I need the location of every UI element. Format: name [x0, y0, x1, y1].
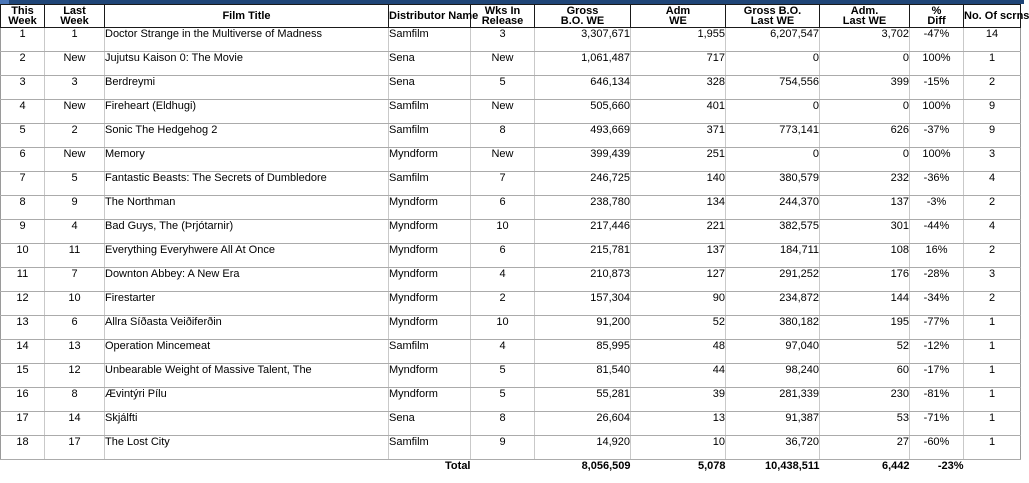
cell-no-of-scrns: 1 [964, 340, 1021, 364]
cell-adm-we: 48 [631, 340, 726, 364]
cell-adm-last-we: 137 [820, 196, 910, 220]
cell-adm-last-we: 232 [820, 172, 910, 196]
cell-film-title: The Lost City [105, 436, 389, 460]
cell-no-of-scrns: 1 [964, 412, 1021, 436]
cell-gross-bo-last-we: 0 [726, 52, 820, 76]
total-row [1, 460, 1021, 481]
cell-last-week: 11 [45, 244, 105, 268]
cell-this-week: 5 [1, 124, 45, 148]
table-row [1, 76, 1021, 100]
cell-gross-bo-last-we: 773,141 [726, 124, 820, 148]
cell-distributor-name: Samfilm [389, 340, 471, 364]
cell-adm-last-we: 144 [820, 292, 910, 316]
cell-this-week: 9 [1, 220, 45, 244]
cell-pct-diff: -15% [910, 76, 964, 100]
cell-last-week: 14 [45, 412, 105, 436]
cell-no-of-scrns: 2 [964, 76, 1021, 100]
cell-no-of-scrns: 4 [964, 220, 1021, 244]
cell-wks-in-release: 6 [471, 244, 535, 268]
column-header-film-title [105, 5, 389, 28]
table-row [1, 244, 1021, 268]
cell-distributor-name: Myndform [389, 244, 471, 268]
cell-distributor-name: Myndform [389, 388, 471, 412]
cell-film-title: Sonic The Hedgehog 2 [105, 124, 389, 148]
cell-pct-diff: 100% [910, 100, 964, 124]
cell-wks-in-release: 5 [471, 388, 535, 412]
cell-pct-diff: -81% [910, 388, 964, 412]
cell-this-week: 18 [1, 436, 45, 460]
cell-pct-diff: -12% [910, 340, 964, 364]
cell-no-of-scrns: 2 [964, 292, 1021, 316]
cell-adm-last-we: 27 [820, 436, 910, 460]
cell-film-title: Allra Síðasta Veiðiferðin [105, 316, 389, 340]
column-header-line: Distributor Name [389, 10, 479, 22]
box-office-table [0, 4, 1029, 480]
cell-last-week: 6 [45, 316, 105, 340]
column-header-line: % [931, 5, 942, 17]
cell-no-of-scrns: 2 [964, 244, 1021, 268]
table-row [1, 316, 1021, 340]
cell-adm-last-we: 0 [820, 52, 910, 76]
cell-film-title: Fireheart (Eldhugi) [105, 100, 389, 124]
cell-pct-diff: -60% [910, 436, 964, 460]
cell-gross-bo-we: 646,134 [535, 76, 631, 100]
cell-this-week: 6 [1, 148, 45, 172]
column-header-line: Gross [566, 5, 599, 17]
cell-adm-we: 44 [631, 364, 726, 388]
cell-gross-bo-we: 14,920 [535, 436, 631, 460]
cell-this-week: 7 [1, 172, 45, 196]
cell-adm-last-we: 399 [820, 76, 910, 100]
cell-distributor-name: Samfilm [389, 124, 471, 148]
cell-pct-diff: -17% [910, 364, 964, 388]
cell-gross-bo-we: 157,304 [535, 292, 631, 316]
cell-adm-last-we: 626 [820, 124, 910, 148]
cell-distributor-name: Samfilm [389, 100, 471, 124]
cell-wks-in-release: New [471, 148, 535, 172]
cell-pct-diff: 100% [910, 52, 964, 76]
column-header-gross-bo-we [535, 5, 631, 28]
cell-distributor-name: Myndform [389, 316, 471, 340]
cell-last-week: 8 [45, 388, 105, 412]
total-spacer [1, 460, 45, 481]
cell-distributor-name: Myndform [389, 292, 471, 316]
cell-gross-bo-we: 3,307,671 [535, 28, 631, 52]
cell-adm-we: 52 [631, 316, 726, 340]
cell-gross-bo-we: 85,995 [535, 340, 631, 364]
cell-distributor-name: Samfilm [389, 436, 471, 460]
cell-this-week: 8 [1, 196, 45, 220]
cell-gross-bo-we: 493,669 [535, 124, 631, 148]
column-header-this-week [1, 5, 45, 28]
cell-gross-bo-last-we: 184,711 [726, 244, 820, 268]
column-header-line: WE [669, 15, 687, 27]
cell-this-week: 4 [1, 100, 45, 124]
cell-distributor-name: Sena [389, 52, 471, 76]
column-header-line: Gross B.O. [743, 5, 802, 17]
column-header-line: Last WE [842, 15, 887, 27]
table-row [1, 292, 1021, 316]
column-header-line: Week [60, 15, 89, 27]
column-header-pct-diff [910, 5, 964, 28]
cell-this-week: 11 [1, 268, 45, 292]
cell-last-week: 13 [45, 340, 105, 364]
table-row [1, 364, 1021, 388]
cell-distributor-name: Sena [389, 412, 471, 436]
cell-gross-bo-we: 505,660 [535, 100, 631, 124]
table-row [1, 268, 1021, 292]
cell-no-of-scrns: 3 [964, 268, 1021, 292]
cell-pct-diff: -47% [910, 28, 964, 52]
cell-film-title: Firestarter [105, 292, 389, 316]
cell-gross-bo-last-we: 291,252 [726, 268, 820, 292]
total-adm-we: 5,078 [697, 460, 726, 472]
cell-wks-in-release: 7 [471, 172, 535, 196]
cell-pct-diff: -77% [910, 316, 964, 340]
cell-film-title: Skjálfti [105, 412, 389, 436]
cell-gross-bo-last-we: 36,720 [726, 436, 820, 460]
column-header-line: Wks In [484, 5, 521, 17]
cell-distributor-name: Samfilm [389, 172, 471, 196]
cell-wks-in-release: 5 [471, 364, 535, 388]
cell-adm-we: 140 [631, 172, 726, 196]
cell-last-week: 3 [45, 76, 105, 100]
cell-no-of-scrns: 14 [964, 28, 1021, 52]
table-footer [1, 460, 1021, 481]
cell-pct-diff: 100% [910, 148, 964, 172]
cell-adm-we: 401 [631, 100, 726, 124]
cell-adm-last-we: 176 [820, 268, 910, 292]
total-adm-last-we: 6,442 [881, 460, 910, 472]
cell-adm-we: 221 [631, 220, 726, 244]
cell-adm-last-we: 195 [820, 316, 910, 340]
cell-no-of-scrns: 1 [964, 52, 1021, 76]
cell-gross-bo-we: 217,446 [535, 220, 631, 244]
cell-wks-in-release: 9 [471, 436, 535, 460]
cell-film-title: Ævintýri Pílu [105, 388, 389, 412]
cell-gross-bo-last-we: 0 [726, 100, 820, 124]
total-gross-bo-last-we: 10,438,511 [765, 460, 820, 472]
cell-gross-bo-last-we: 91,387 [726, 412, 820, 436]
cell-gross-bo-last-we: 0 [726, 148, 820, 172]
cell-last-week: 2 [45, 124, 105, 148]
cell-this-week: 14 [1, 340, 45, 364]
cell-wks-in-release: 10 [471, 316, 535, 340]
cell-adm-we: 90 [631, 292, 726, 316]
cell-adm-last-we: 53 [820, 412, 910, 436]
cell-gross-bo-last-we: 234,872 [726, 292, 820, 316]
cell-film-title: Doctor Strange in the Multiverse of Madness [105, 28, 389, 52]
table-row [1, 340, 1021, 364]
cell-no-of-scrns: 1 [964, 388, 1021, 412]
cell-film-title: Memory [105, 148, 389, 172]
cell-gross-bo-last-we: 382,575 [726, 220, 820, 244]
total-gross-bo-we: 8,056,509 [581, 460, 631, 472]
column-header-line: Week [8, 15, 37, 27]
cell-pct-diff: -3% [910, 196, 964, 220]
cell-adm-last-we: 3,702 [820, 28, 910, 52]
column-header-line: Last [63, 5, 86, 17]
cell-adm-last-we: 301 [820, 220, 910, 244]
cell-adm-we: 13 [631, 412, 726, 436]
cell-film-title: Bad Guys, The (Þrjótarnir) [105, 220, 389, 244]
cell-wks-in-release: New [471, 100, 535, 124]
cell-adm-last-we: 230 [820, 388, 910, 412]
cell-gross-bo-last-we: 98,240 [726, 364, 820, 388]
cell-gross-bo-last-we: 754,556 [726, 76, 820, 100]
cell-this-week: 2 [1, 52, 45, 76]
cell-adm-we: 328 [631, 76, 726, 100]
cell-no-of-scrns: 3 [964, 148, 1021, 172]
cell-adm-we: 127 [631, 268, 726, 292]
cell-pct-diff: -28% [910, 268, 964, 292]
cell-film-title: Everything Everyhwere All At Once [105, 244, 389, 268]
table-row [1, 28, 1021, 52]
table-row [1, 52, 1021, 76]
cell-gross-bo-we: 210,873 [535, 268, 631, 292]
cell-this-week: 1 [1, 28, 45, 52]
table-body [1, 28, 1021, 460]
cell-adm-last-we: 0 [820, 100, 910, 124]
total-spacer [964, 460, 1021, 481]
total-spacer [471, 460, 535, 481]
cell-wks-in-release: 4 [471, 268, 535, 292]
cell-gross-bo-last-we: 281,339 [726, 388, 820, 412]
cell-gross-bo-last-we: 244,370 [726, 196, 820, 220]
column-header-line: No. Of scrns [964, 10, 1029, 22]
cell-gross-bo-last-we: 6,207,547 [726, 28, 820, 52]
cell-this-week: 3 [1, 76, 45, 100]
cell-wks-in-release: 2 [471, 292, 535, 316]
table-row [1, 124, 1021, 148]
column-header-line: Release [481, 15, 524, 27]
cell-no-of-scrns: 2 [964, 196, 1021, 220]
cell-pct-diff: -36% [910, 172, 964, 196]
total-pct-diff: -23% [937, 460, 964, 472]
cell-adm-we: 371 [631, 124, 726, 148]
total-spacer [105, 460, 389, 481]
cell-gross-bo-we: 81,540 [535, 364, 631, 388]
cell-last-week: New [45, 100, 105, 124]
column-header-line: Diff [927, 15, 946, 27]
cell-last-week: 1 [45, 28, 105, 52]
cell-gross-bo-we: 91,200 [535, 316, 631, 340]
column-header-wks-in-release [471, 5, 535, 28]
column-header-last-week [45, 5, 105, 28]
cell-wks-in-release: New [471, 52, 535, 76]
table-row [1, 412, 1021, 436]
cell-no-of-scrns: 4 [964, 172, 1021, 196]
cell-wks-in-release: 6 [471, 196, 535, 220]
cell-gross-bo-we: 1,061,487 [535, 52, 631, 76]
cell-gross-bo-we: 55,281 [535, 388, 631, 412]
cell-last-week: New [45, 148, 105, 172]
column-header-gross-bo-last-we [726, 5, 820, 28]
cell-distributor-name: Samfilm [389, 28, 471, 52]
column-header-line: Adm [665, 5, 691, 17]
cell-film-title: Operation Mincemeat [105, 340, 389, 364]
cell-adm-we: 39 [631, 388, 726, 412]
cell-last-week: 17 [45, 436, 105, 460]
cell-distributor-name: Myndform [389, 364, 471, 388]
cell-gross-bo-last-we: 380,182 [726, 316, 820, 340]
table-header [1, 5, 1029, 28]
table-row [1, 196, 1021, 220]
cell-this-week: 10 [1, 244, 45, 268]
column-header-line: Adm. [850, 5, 879, 17]
cell-wks-in-release: 4 [471, 340, 535, 364]
cell-film-title: Downton Abbey: A New Era [105, 268, 389, 292]
cell-distributor-name: Myndform [389, 148, 471, 172]
column-header-line: Last WE [750, 15, 795, 27]
cell-last-week: 10 [45, 292, 105, 316]
top-accent-bar [0, 0, 1024, 4]
cell-this-week: 15 [1, 364, 45, 388]
column-header-adm-we [631, 5, 726, 28]
cell-film-title: Fantastic Beasts: The Secrets of Dumbledore [105, 172, 389, 196]
cell-last-week: 5 [45, 172, 105, 196]
cell-adm-we: 137 [631, 244, 726, 268]
cell-distributor-name: Sena [389, 76, 471, 100]
column-header-adm-last-we [820, 5, 910, 28]
cell-film-title: The Northman [105, 196, 389, 220]
table-row [1, 220, 1021, 244]
total-spacer [45, 460, 105, 481]
cell-last-week: 9 [45, 196, 105, 220]
table-row [1, 100, 1021, 124]
column-header-line: B.O. WE [560, 15, 605, 27]
table-row [1, 172, 1021, 196]
column-header-line: Film Title [222, 10, 271, 22]
cell-pct-diff: -71% [910, 412, 964, 436]
column-header-distributor-name [389, 5, 479, 28]
cell-wks-in-release: 5 [471, 76, 535, 100]
cell-adm-we: 134 [631, 196, 726, 220]
cell-no-of-scrns: 9 [964, 100, 1021, 124]
cell-adm-we: 251 [631, 148, 726, 172]
cell-adm-last-we: 52 [820, 340, 910, 364]
cell-film-title: Jujutsu Kaison 0: The Movie [105, 52, 389, 76]
cell-this-week: 12 [1, 292, 45, 316]
header-row [1, 5, 1021, 28]
cell-distributor-name: Myndform [389, 220, 471, 244]
cell-gross-bo-we: 238,780 [535, 196, 631, 220]
cell-wks-in-release: 10 [471, 220, 535, 244]
cell-no-of-scrns: 9 [964, 124, 1021, 148]
column-header-line: This [11, 5, 34, 17]
table-row [1, 436, 1021, 460]
cell-adm-we: 1,955 [631, 28, 726, 52]
cell-wks-in-release: 8 [471, 124, 535, 148]
cell-gross-bo-last-we: 97,040 [726, 340, 820, 364]
cell-this-week: 16 [1, 388, 45, 412]
cell-adm-we: 10 [631, 436, 726, 460]
cell-gross-bo-we: 215,781 [535, 244, 631, 268]
cell-wks-in-release: 8 [471, 412, 535, 436]
table-row [1, 388, 1021, 412]
cell-gross-bo-we: 246,725 [535, 172, 631, 196]
cell-last-week: 4 [45, 220, 105, 244]
cell-adm-we: 717 [631, 52, 726, 76]
cell-gross-bo-we: 399,439 [535, 148, 631, 172]
cell-distributor-name: Myndform [389, 268, 471, 292]
cell-gross-bo-we: 26,604 [535, 412, 631, 436]
cell-gross-bo-last-we: 380,579 [726, 172, 820, 196]
column-header-no-of-scrns [964, 5, 1029, 28]
cell-this-week: 17 [1, 412, 45, 436]
cell-no-of-scrns: 1 [964, 364, 1021, 388]
cell-adm-last-we: 0 [820, 148, 910, 172]
total-label: Total [445, 460, 471, 472]
cell-wks-in-release: 3 [471, 28, 535, 52]
cell-adm-last-we: 108 [820, 244, 910, 268]
top-accent-bar-highlight [0, 0, 9, 4]
cell-pct-diff: 16% [910, 244, 964, 268]
table-row [1, 148, 1021, 172]
cell-no-of-scrns: 1 [964, 436, 1021, 460]
cell-last-week: 7 [45, 268, 105, 292]
cell-this-week: 13 [1, 316, 45, 340]
cell-adm-last-we: 60 [820, 364, 910, 388]
cell-film-title: Berdreymi [105, 76, 389, 100]
cell-no-of-scrns: 1 [964, 316, 1021, 340]
cell-distributor-name: Myndform [389, 196, 471, 220]
cell-pct-diff: -37% [910, 124, 964, 148]
cell-pct-diff: -34% [910, 292, 964, 316]
cell-film-title: Unbearable Weight of Massive Talent, The [105, 364, 389, 388]
cell-pct-diff: -44% [910, 220, 964, 244]
cell-last-week: 12 [45, 364, 105, 388]
cell-last-week: New [45, 52, 105, 76]
